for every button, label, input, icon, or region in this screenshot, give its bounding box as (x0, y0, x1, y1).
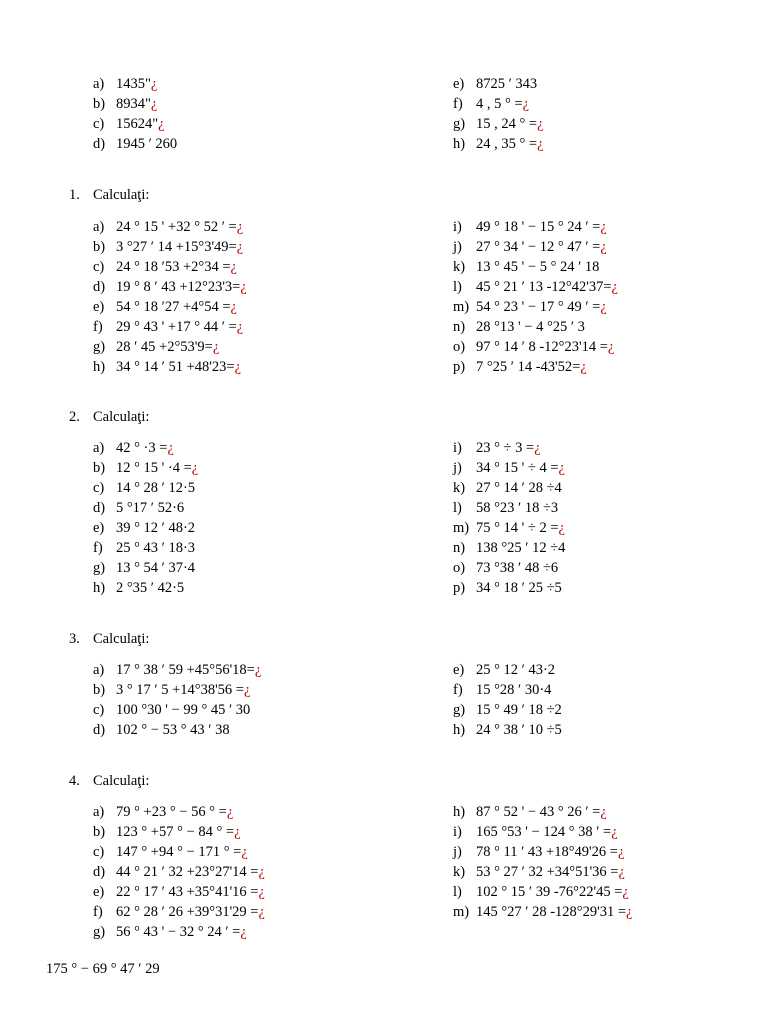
item-expression: 15 , 24 ° = (476, 116, 538, 132)
list-item (93, 902, 265, 922)
item-expression: 8934" (116, 96, 151, 112)
item-expression: 39 ° 12 ′ 48·2 (116, 520, 196, 536)
item-expression: 123 ° +57 ° − 84 ° = (116, 824, 235, 840)
item-expression: 53 ° 27 ′ 32 +34°51'36 = (476, 864, 619, 880)
list-item (93, 297, 247, 317)
item-label: b) (93, 96, 106, 112)
placeholder-mark: ¿ (158, 116, 165, 132)
item-label: e) (93, 884, 105, 900)
list-item (93, 337, 247, 357)
list-item (453, 700, 562, 720)
item-label: i) (453, 219, 462, 235)
placeholder-mark: ¿ (618, 864, 625, 880)
item-expression: 8725 ′ 343 (476, 76, 538, 92)
item-expression: 27 ° 14 ′ 28 ÷4 (476, 480, 562, 496)
item-label: d) (93, 722, 106, 738)
item-label: b) (93, 239, 106, 255)
item-label: m) (453, 520, 470, 536)
item-label: f) (453, 96, 463, 112)
list-item (93, 700, 261, 720)
list-item (93, 438, 198, 458)
item-label: k) (453, 259, 466, 275)
placeholder-mark: ¿ (150, 76, 158, 92)
exercise-4-left (93, 802, 265, 942)
item-label: g) (453, 116, 466, 132)
item-label: d) (93, 500, 106, 516)
exercise-3-left (93, 660, 261, 740)
exercise-title: Calculaţi: (93, 409, 150, 425)
list-item (453, 498, 565, 518)
exercise-1-right (453, 217, 618, 377)
placeholder-mark: ¿ (236, 219, 244, 235)
item-label: g) (93, 924, 106, 940)
item-label: h) (93, 359, 106, 375)
item-label: k) (453, 480, 466, 496)
item-expression: 49 ° 18 ' − 15 ° 24 ′ = (476, 219, 601, 235)
placeholder-mark: ¿ (600, 299, 607, 315)
item-label: n) (453, 319, 466, 335)
item-label: f) (93, 904, 103, 920)
item-expression: 4 , 5 ° = (476, 96, 523, 112)
item-expression: 15 °28 ′ 30·4 (476, 682, 552, 698)
item-expression: 138 °25 ′ 12 ÷4 (476, 540, 566, 556)
placeholder-mark: ¿ (258, 884, 265, 900)
item-label: c) (93, 259, 105, 275)
item-label: a) (93, 804, 105, 820)
top-list-left (93, 74, 177, 154)
item-expression: 1945 ′ 260 (116, 136, 178, 152)
list-item (453, 357, 618, 377)
list-item (453, 94, 544, 114)
list-item (93, 94, 177, 114)
list-item (93, 558, 198, 578)
item-expression: 58 °23 ′ 18 ÷3 (476, 500, 559, 516)
item-expression: 34 ° 14 ′ 51 +48'23= (116, 359, 235, 375)
item-expression: 28 ′ 45 +2°53'9= (116, 339, 213, 355)
placeholder-mark: ¿ (626, 904, 633, 920)
list-item (453, 822, 632, 842)
item-label: p) (453, 359, 466, 375)
item-expression: 24 ° 15 ' +32 ° 52 ′ = (116, 219, 237, 235)
list-item (453, 660, 562, 680)
item-label: n) (453, 540, 466, 556)
item-expression: 17 ° 38 ′ 59 +45°56'18= (116, 662, 255, 678)
placeholder-mark: ¿ (600, 804, 607, 820)
item-expression: 12 ° 15 ' ·4 = (116, 460, 192, 476)
item-label: f) (93, 319, 103, 335)
list-item (93, 862, 265, 882)
item-label: o) (453, 560, 466, 576)
list-item (93, 458, 198, 478)
placeholder-mark: ¿ (258, 904, 265, 920)
exercise-1-left (93, 217, 247, 377)
exercise-number: 4. (69, 773, 80, 789)
list-item (453, 882, 632, 902)
list-item (93, 822, 265, 842)
list-item (93, 720, 261, 740)
placeholder-mark: ¿ (537, 136, 544, 152)
item-label: d) (93, 864, 106, 880)
list-item (453, 114, 544, 134)
placeholder-mark: ¿ (617, 844, 625, 860)
item-label: i) (453, 440, 462, 456)
item-expression: 42 ° ·3 = (116, 440, 168, 456)
item-label: a) (93, 662, 105, 678)
placeholder-mark: ¿ (244, 682, 251, 698)
item-expression: 100 °30 ' − 99 ° 45 ′ 30 (116, 702, 251, 718)
list-item (93, 357, 247, 377)
placeholder-mark: ¿ (226, 804, 234, 820)
list-item (453, 680, 562, 700)
list-item (93, 277, 247, 297)
list-item (453, 438, 565, 458)
item-expression: 14 ° 28 ′ 12·5 (116, 480, 196, 496)
item-label: k) (453, 864, 466, 880)
list-item (93, 518, 198, 538)
list-item (453, 277, 618, 297)
item-expression: 23 ° ÷ 3 = (476, 440, 535, 456)
item-label: f) (93, 540, 103, 556)
item-expression: 34 ° 15 ' ÷ 4 = (476, 460, 559, 476)
item-expression: 25 ° 12 ′ 43·2 (476, 662, 556, 678)
item-label: e) (93, 299, 105, 315)
list-item (453, 478, 565, 498)
list-item (93, 882, 265, 902)
item-label: h) (453, 804, 466, 820)
item-label: e) (93, 520, 105, 536)
placeholder-mark: ¿ (558, 520, 565, 536)
placeholder-mark: ¿ (607, 339, 615, 355)
item-expression: 73 °38 ′ 48 ÷6 (476, 560, 559, 576)
list-item (453, 558, 565, 578)
list-item (93, 217, 247, 237)
item-expression: 45 ° 21 ′ 13 -12°42'37= (476, 279, 612, 295)
placeholder-mark: ¿ (236, 239, 244, 255)
placeholder-mark: ¿ (258, 864, 265, 880)
item-expression: 25 ° 43 ′ 18·3 (116, 540, 196, 556)
placeholder-mark: ¿ (240, 924, 247, 940)
placeholder-mark: ¿ (230, 299, 237, 315)
item-label: a) (93, 76, 105, 92)
item-label: m) (453, 299, 470, 315)
exercise-number: 3. (69, 631, 80, 647)
exercise-title: Calculaţi: (93, 187, 150, 203)
exercise-heading (69, 185, 149, 205)
item-label: h) (453, 722, 466, 738)
placeholder-mark: ¿ (240, 279, 247, 295)
list-item (453, 842, 632, 862)
item-label: h) (93, 580, 106, 596)
item-label: j) (453, 460, 462, 476)
list-item (93, 578, 198, 598)
item-label: f) (453, 682, 463, 698)
item-label: g) (453, 702, 466, 718)
list-item (93, 538, 198, 558)
item-label: d) (93, 136, 106, 152)
exercise-heading (69, 407, 149, 427)
item-expression: 145 °27 ′ 28 -128°29'31 = (476, 904, 627, 920)
item-label: j) (453, 239, 462, 255)
placeholder-mark: ¿ (611, 279, 618, 295)
list-item (93, 317, 247, 337)
list-item (453, 337, 618, 357)
item-label: m) (453, 904, 470, 920)
list-item (93, 660, 261, 680)
item-expression: 75 ° 14 ' ÷ 2 = (476, 520, 559, 536)
item-expression: 1435" (116, 76, 151, 92)
item-label: l) (453, 279, 462, 295)
item-expression: 7 °25 ′ 14 -43'52= (476, 359, 581, 375)
item-label: c) (93, 702, 105, 718)
item-expression: 3 °27 ′ 14 +15°3'49= (116, 239, 237, 255)
placeholder-mark: ¿ (191, 460, 199, 476)
item-label: b) (93, 682, 106, 698)
item-expression: 165 °53 ' − 124 ° 38 ′ = (476, 824, 612, 840)
list-item (453, 720, 562, 740)
list-item (93, 842, 265, 862)
item-label: g) (93, 560, 106, 576)
placeholder-mark: ¿ (212, 339, 220, 355)
item-expression: 24 ° 18 ′53 +2°34 = (116, 259, 231, 275)
item-expression: 97 ° 14 ′ 8 -12°23'14 = (476, 339, 608, 355)
exercise-heading (69, 629, 149, 649)
exercise-number: 1. (69, 187, 80, 203)
list-item (453, 217, 618, 237)
item-expression: 79 ° +23 ° − 56 ° = (116, 804, 227, 820)
list-item (453, 862, 632, 882)
item-label: c) (93, 480, 105, 496)
item-expression: 56 ° 43 ' − 32 ° 24 ′ = (116, 924, 241, 940)
placeholder-mark: ¿ (241, 844, 248, 860)
item-expression: 2 °35 ′ 42·5 (116, 580, 185, 596)
item-expression: 62 ° 28 ′ 26 +39°31'29 = (116, 904, 259, 920)
item-expression: 54 ° 18 ′27 +4°54 = (116, 299, 231, 315)
item-expression: 28 °13 ' − 4 °25 ′ 3 (476, 319, 585, 335)
list-item (453, 237, 618, 257)
list-item (93, 257, 247, 277)
list-item (453, 578, 565, 598)
exercise-title: Calculaţi: (93, 773, 150, 789)
item-expression: 29 ° 43 ' +17 ° 44 ′ = (116, 319, 237, 335)
item-expression: 87 ° 52 ' − 43 ° 26 ′ = (476, 804, 601, 820)
list-item (93, 922, 265, 942)
item-label: e) (453, 662, 465, 678)
placeholder-mark: ¿ (234, 824, 241, 840)
footer-expression: 175 ° − 69 ° 47 ′ 29 (46, 961, 160, 977)
placeholder-mark: ¿ (580, 359, 587, 375)
list-item (453, 257, 618, 277)
item-expression: 24 ° 38 ′ 10 ÷5 (476, 722, 562, 738)
exercise-4-right (453, 802, 632, 922)
list-item (453, 538, 565, 558)
list-item (453, 74, 544, 94)
list-item (453, 518, 565, 538)
placeholder-mark: ¿ (600, 239, 607, 255)
placeholder-mark: ¿ (230, 259, 237, 275)
list-item (93, 114, 177, 134)
item-label: l) (453, 500, 462, 516)
item-expression: 3 ° 17 ′ 5 +14°38'56 = (116, 682, 244, 698)
list-item (453, 297, 618, 317)
placeholder-mark: ¿ (611, 824, 618, 840)
placeholder-mark: ¿ (150, 96, 158, 112)
item-label: l) (453, 884, 462, 900)
item-expression: 54 ° 23 ' − 17 ° 49 ′ = (476, 299, 601, 315)
exercise-title: Calculaţi: (93, 631, 150, 647)
placeholder-mark: ¿ (522, 96, 530, 112)
item-expression: 24 , 35 ° = (476, 136, 538, 152)
item-label: a) (93, 219, 105, 235)
list-item (453, 458, 565, 478)
list-item (93, 134, 177, 154)
list-item (93, 478, 198, 498)
item-expression: 22 ° 17 ′ 43 +35°41'16 = (116, 884, 259, 900)
item-expression: 13 ° 54 ′ 37·4 (116, 560, 196, 576)
placeholder-mark: ¿ (254, 662, 262, 678)
item-label: j) (453, 844, 462, 860)
list-item (93, 802, 265, 822)
list-item (453, 134, 544, 154)
item-expression: 15 ° 49 ′ 18 ÷2 (476, 702, 562, 718)
item-label: h) (453, 136, 466, 152)
placeholder-mark: ¿ (537, 116, 544, 132)
item-expression: 27 ° 34 ' − 12 ° 47 ′ = (476, 239, 601, 255)
list-item (93, 74, 177, 94)
item-label: b) (93, 460, 106, 476)
list-item (453, 802, 632, 822)
placeholder-mark: ¿ (534, 440, 541, 456)
exercise-2-right (453, 438, 565, 598)
item-expression: 13 ° 45 ' − 5 ° 24 ′ 18 (476, 259, 600, 275)
item-label: d) (93, 279, 106, 295)
list-item (93, 237, 247, 257)
top-list-right (453, 74, 544, 154)
item-label: i) (453, 824, 462, 840)
item-expression: 102 ° − 53 ° 43 ′ 38 (116, 722, 230, 738)
placeholder-mark: ¿ (236, 319, 244, 335)
exercise-number: 2. (69, 409, 80, 425)
item-expression: 102 ° 15 ′ 39 -76°22'45 = (476, 884, 623, 900)
item-expression: 78 ° 11 ′ 43 +18°49'26 = (476, 844, 618, 860)
item-label: e) (453, 76, 465, 92)
placeholder-mark: ¿ (558, 460, 565, 476)
item-expression: 44 ° 21 ′ 32 +23°27'14 = (116, 864, 259, 880)
item-label: o) (453, 339, 466, 355)
item-label: g) (93, 339, 106, 355)
list-item (93, 498, 198, 518)
list-item (453, 902, 632, 922)
placeholder-mark: ¿ (622, 884, 629, 900)
list-item (93, 680, 261, 700)
placeholder-mark: ¿ (234, 359, 242, 375)
item-label: a) (93, 440, 105, 456)
exercise-3-right (453, 660, 562, 740)
item-label: c) (93, 116, 105, 132)
item-expression: 19 ° 8 ′ 43 +12°23'3= (116, 279, 241, 295)
item-expression: 5 °17 ′ 52·6 (116, 500, 185, 516)
list-item (453, 317, 618, 337)
item-label: b) (93, 824, 106, 840)
item-expression: 34 ° 18 ′ 25 ÷5 (476, 580, 562, 596)
exercise-heading (69, 771, 149, 791)
placeholder-mark: ¿ (167, 440, 174, 456)
placeholder-mark: ¿ (600, 219, 607, 235)
item-expression: 147 ° +94 ° − 171 ° = (116, 844, 242, 860)
exercise-2-left (93, 438, 198, 598)
item-label: p) (453, 580, 466, 596)
item-label: c) (93, 844, 105, 860)
item-expression: 15624" (116, 116, 159, 132)
